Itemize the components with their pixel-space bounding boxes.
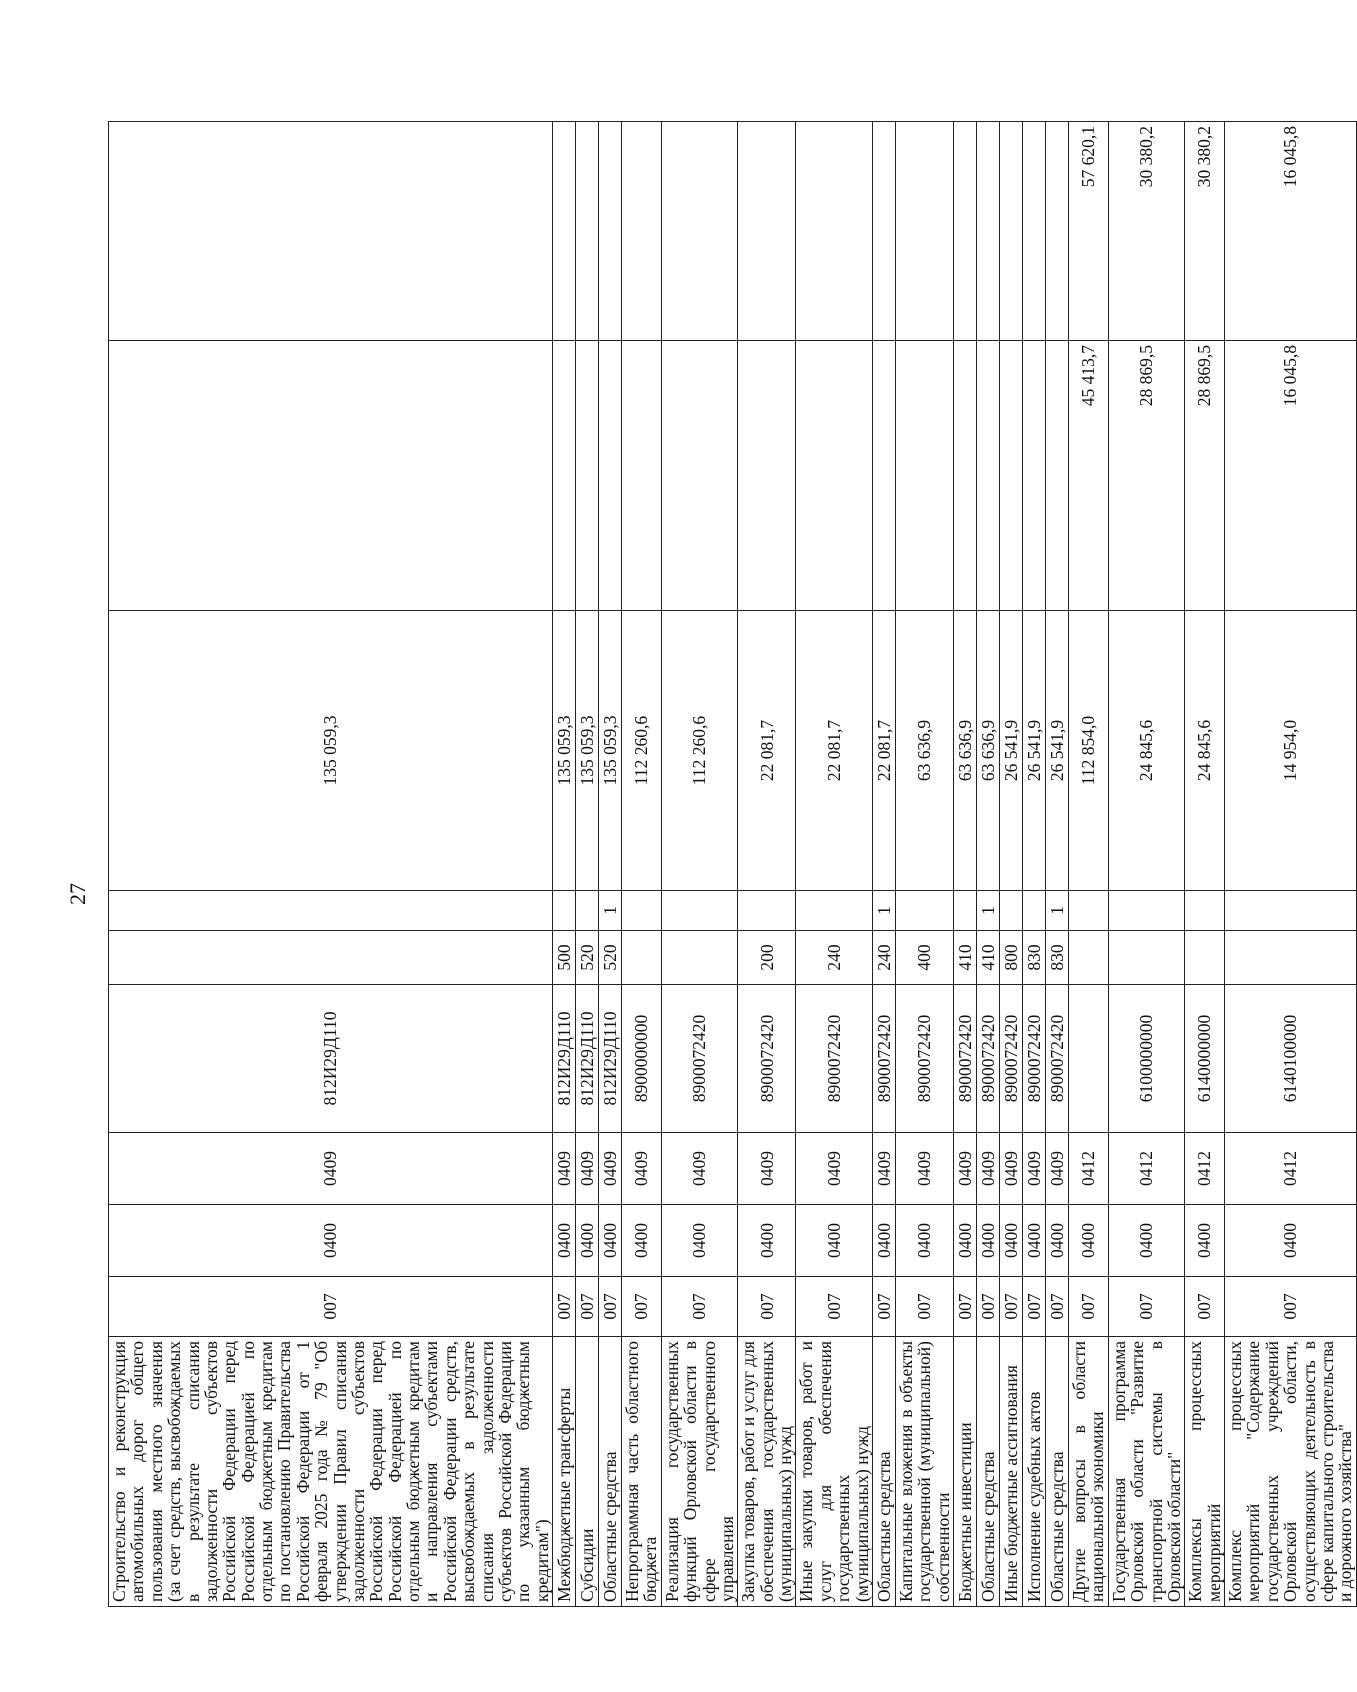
cell-target-article: 8900072420 [895,985,953,1133]
cell-amount-3 [954,122,977,341]
cell-expense-type [109,931,553,985]
table-row [954,122,977,1607]
cell-amount-3 [738,122,796,341]
cell-expense-type [1185,931,1225,985]
page-number: 27 [65,883,90,905]
cell-name: Субсидии [576,1337,599,1607]
cell-expense-type [1069,931,1109,985]
cell-section: 0400 [977,1205,1000,1277]
cell-name: Областные средства [977,1337,1000,1607]
cell-funding-mark [738,891,796,931]
cell-section: 0400 [1046,1205,1069,1277]
cell-amount-2 [553,341,576,611]
cell-name: Областные средства [599,1337,622,1607]
cell-subsection: 0409 [599,1133,622,1205]
cell-name: Иные бюджетные ассигнования [1000,1337,1023,1607]
cell-grbs: 007 [1000,1277,1023,1337]
cell-amount-1: 24 845,6 [1185,611,1225,891]
cell-amount-1: 63 636,9 [977,611,1000,891]
cell-expense-type: 240 [872,931,895,985]
cell-section: 0400 [576,1205,599,1277]
cell-name: Закупка товаров, работ и услуг для обеспечения государственных (муниципальных) нужд [738,1337,796,1607]
cell-section: 0400 [1000,1205,1023,1277]
cell-amount-2 [977,341,1000,611]
cell-amount-3 [622,122,662,341]
cell-grbs: 007 [1046,1277,1069,1337]
cell-funding-mark [622,891,662,931]
cell-grbs: 007 [622,1277,662,1337]
cell-amount-1: 135 059,3 [599,611,622,891]
cell-section: 0400 [109,1205,553,1277]
cell-name: Иные закупки товаров, работ и услуг для обеспечения государственных (муниципальных) нужд [796,1337,873,1607]
cell-funding-mark: 1 [977,891,1000,931]
cell-subsection: 0409 [661,1133,738,1205]
budget-table [108,121,1357,1607]
cell-name: Непрограммная часть областного бюджета [622,1337,662,1607]
cell-expense-type [661,931,738,985]
cell-amount-1: 112 260,6 [622,611,662,891]
table-row [872,122,895,1607]
cell-subsection: 0409 [977,1133,1000,1205]
table-row [1108,122,1185,1607]
cell-funding-mark [1108,891,1185,931]
cell-amount-3: 30 380,2 [1108,122,1185,341]
cell-funding-mark [895,891,953,931]
cell-funding-mark [109,891,553,931]
cell-expense-type [622,931,662,985]
cell-grbs: 007 [796,1277,873,1337]
cell-funding-mark: 1 [872,891,895,931]
table-row [796,122,873,1607]
cell-amount-2: 45 413,7 [1069,341,1109,611]
table-row [1069,122,1109,1607]
cell-target-article: 8900072420 [738,985,796,1133]
cell-amount-3: 30 380,2 [1185,122,1225,341]
cell-section: 0400 [738,1205,796,1277]
cell-amount-1: 14 954,0 [1225,611,1357,891]
cell-amount-1: 63 636,9 [954,611,977,891]
cell-name: Капитальные вложения в объекты государственной (муниципальной) собственности [895,1337,953,1607]
cell-expense-type [1108,931,1185,985]
cell-amount-2 [1023,341,1046,611]
cell-expense-type: 200 [738,931,796,985]
cell-amount-2 [895,341,953,611]
table-row [1046,122,1069,1607]
cell-target-article: 8900072420 [1023,985,1046,1133]
cell-amount-2 [872,341,895,611]
cell-name: Межбюджетные трансферты [553,1337,576,1607]
table-row [661,122,738,1607]
cell-amount-1: 112 854,0 [1069,611,1109,891]
cell-expense-type: 240 [796,931,873,985]
cell-target-article: 8900072420 [661,985,738,1133]
cell-funding-mark [1069,891,1109,931]
cell-name: Комплексы процессных мероприятий [1185,1337,1225,1607]
cell-amount-3 [977,122,1000,341]
table-row [1185,122,1225,1607]
cell-section: 0400 [872,1205,895,1277]
cell-amount-2 [738,341,796,611]
cell-funding-mark: 1 [599,891,622,931]
cell-amount-2: 28 869,5 [1108,341,1185,611]
cell-amount-2 [622,341,662,611]
cell-expense-type: 520 [599,931,622,985]
table-row [553,122,576,1607]
cell-target-article: 812И29Д110 [599,985,622,1133]
cell-amount-2 [599,341,622,611]
rotated-page-content [108,122,1356,1607]
cell-section: 0400 [1185,1205,1225,1277]
cell-amount-1: 22 081,7 [872,611,895,891]
cell-grbs: 007 [109,1277,553,1337]
cell-grbs: 007 [872,1277,895,1337]
cell-expense-type: 410 [954,931,977,985]
cell-funding-mark [1023,891,1046,931]
cell-target-article: 8900072420 [1046,985,1069,1133]
cell-amount-1: 26 541,9 [1046,611,1069,891]
cell-target-article: 6100000000 [1108,985,1185,1133]
cell-subsection: 0409 [1046,1133,1069,1205]
cell-funding-mark [553,891,576,931]
cell-subsection: 0412 [1069,1133,1109,1205]
cell-funding-mark [1000,891,1023,931]
cell-expense-type [1225,931,1357,985]
cell-amount-1: 22 081,7 [738,611,796,891]
cell-subsection: 0409 [796,1133,873,1205]
cell-amount-1: 26 541,9 [1023,611,1046,891]
cell-target-article: 8900072420 [872,985,895,1133]
cell-amount-1: 22 081,7 [796,611,873,891]
cell-amount-1: 135 059,3 [553,611,576,891]
cell-amount-2 [1000,341,1023,611]
cell-target-article: 8900072420 [977,985,1000,1133]
table-row [622,122,662,1607]
cell-funding-mark [796,891,873,931]
cell-name: Областные средства [1046,1337,1069,1607]
cell-amount-3 [872,122,895,341]
cell-name: Исполнение судебных актов [1023,1337,1046,1607]
cell-expense-type: 830 [1023,931,1046,985]
cell-subsection: 0412 [1185,1133,1225,1205]
cell-amount-2 [661,341,738,611]
table-row [576,122,599,1607]
cell-section: 0400 [796,1205,873,1277]
cell-grbs: 007 [599,1277,622,1337]
cell-funding-mark [576,891,599,931]
cell-amount-1: 135 059,3 [109,611,553,891]
cell-subsection: 0409 [895,1133,953,1205]
cell-amount-3 [576,122,599,341]
cell-amount-1: 24 845,6 [1108,611,1185,891]
cell-amount-1: 63 636,9 [895,611,953,891]
cell-funding-mark [954,891,977,931]
cell-grbs: 007 [1023,1277,1046,1337]
cell-amount-3 [599,122,622,341]
table-body [109,122,1357,1607]
cell-amount-2 [796,341,873,611]
cell-expense-type: 830 [1046,931,1069,985]
cell-expense-type: 500 [553,931,576,985]
cell-amount-2 [109,341,553,611]
table-row [895,122,953,1607]
cell-subsection: 0409 [1000,1133,1023,1205]
cell-amount-2: 16 045,8 [1225,341,1357,611]
table-row [109,122,553,1607]
cell-subsection: 0409 [1023,1133,1046,1205]
cell-amount-2 [954,341,977,611]
cell-subsection: 0409 [954,1133,977,1205]
cell-amount-3 [661,122,738,341]
cell-name: Бюджетные инвестиции [954,1337,977,1607]
cell-amount-1: 135 059,3 [576,611,599,891]
cell-section: 0400 [1108,1205,1185,1277]
cell-grbs: 007 [553,1277,576,1337]
cell-amount-3 [1000,122,1023,341]
cell-section: 0400 [553,1205,576,1277]
cell-section: 0400 [954,1205,977,1277]
cell-grbs: 007 [895,1277,953,1337]
cell-grbs: 007 [1108,1277,1185,1337]
cell-amount-3 [1046,122,1069,341]
cell-amount-3: 16 045,8 [1225,122,1357,341]
cell-amount-1: 26 541,9 [1000,611,1023,891]
table-row [599,122,622,1607]
cell-section: 0400 [1069,1205,1109,1277]
cell-target-article: 812И29Д110 [109,985,553,1133]
cell-subsection: 0409 [738,1133,796,1205]
cell-funding-mark [1225,891,1357,931]
cell-grbs: 007 [576,1277,599,1337]
cell-name: Комплекс процессных мероприятий "Содержание государственных учреждений Орловской области, осуществляющих деятельность в сфере капитального строительства и дорожного хозяйства" [1225,1337,1357,1607]
cell-grbs: 007 [1185,1277,1225,1337]
cell-grbs: 007 [954,1277,977,1337]
cell-amount-2: 28 869,5 [1185,341,1225,611]
cell-grbs: 007 [661,1277,738,1337]
cell-subsection: 0409 [622,1133,662,1205]
cell-target-article: 8900072420 [954,985,977,1133]
cell-subsection: 0409 [553,1133,576,1205]
cell-subsection: 0412 [1225,1133,1357,1205]
cell-target-article: 812И29Д110 [553,985,576,1133]
cell-section: 0400 [895,1205,953,1277]
cell-grbs: 007 [738,1277,796,1337]
cell-amount-3 [553,122,576,341]
cell-amount-3 [1023,122,1046,341]
cell-name: Государственная программа Орловской области "Развитие транспортной системы в Орловской области" [1108,1337,1185,1607]
table-row [1000,122,1023,1607]
cell-amount-3 [796,122,873,341]
cell-amount-3 [895,122,953,341]
cell-funding-mark [1185,891,1225,931]
cell-grbs: 007 [1069,1277,1109,1337]
cell-target-article: 6140000000 [1185,985,1225,1133]
cell-subsection: 0412 [1108,1133,1185,1205]
cell-grbs: 007 [977,1277,1000,1337]
cell-funding-mark [661,891,738,931]
cell-target-article: 8900072420 [1000,985,1023,1133]
cell-amount-2 [576,341,599,611]
table-row [1225,122,1357,1607]
cell-amount-2 [1046,341,1069,611]
cell-funding-mark: 1 [1046,891,1069,931]
cell-expense-type: 520 [576,931,599,985]
cell-name: Другие вопросы в области национальной экономики [1069,1337,1109,1607]
cell-name: Реализация государственных функций Орловской области в сфере государственного управления [661,1337,738,1607]
table-row [1023,122,1046,1607]
cell-amount-1: 112 260,6 [661,611,738,891]
cell-expense-type: 410 [977,931,1000,985]
cell-target-article: 812И29Д110 [576,985,599,1133]
cell-grbs: 007 [1225,1277,1357,1337]
cell-section: 0400 [1225,1205,1357,1277]
cell-amount-3 [109,122,553,341]
cell-section: 0400 [622,1205,662,1277]
cell-section: 0400 [599,1205,622,1277]
cell-section: 0400 [661,1205,738,1277]
table-row [738,122,796,1607]
cell-name: Строительство и реконструкция автомобильных дорог общего пользования местного значения (за счет средств, высвобождаемых в результате списания задолженности субъектов Российской Федерации перед Российской Федерацией по отдельным бюджетным кредитам по постановлению Правительства Российской Федерации от 1 февраля 2025 года № 79 "Об утверждении Правил списания задолженности субъектов Российской Федерации перед Российской Федерацией по отдельным бюджетным кредитам и направления субъектами Российской Федерации средств, высвобождаемых в результате списания задолженности субъектов Российской Федерации по указанным бюджетным кредитам") [109,1337,553,1607]
cell-target-article: 6140100000 [1225,985,1357,1133]
cell-target-article [1069,985,1109,1133]
cell-amount-3: 57 620,1 [1069,122,1109,341]
cell-target-article: 8900072420 [796,985,873,1133]
cell-target-article: 8900000000 [622,985,662,1133]
table-row [977,122,1000,1607]
cell-subsection: 0409 [109,1133,553,1205]
cell-subsection: 0409 [872,1133,895,1205]
cell-expense-type: 400 [895,931,953,985]
cell-expense-type: 800 [1000,931,1023,985]
cell-subsection: 0409 [576,1133,599,1205]
cell-name: Областные средства [872,1337,895,1607]
cell-section: 0400 [1023,1205,1046,1277]
